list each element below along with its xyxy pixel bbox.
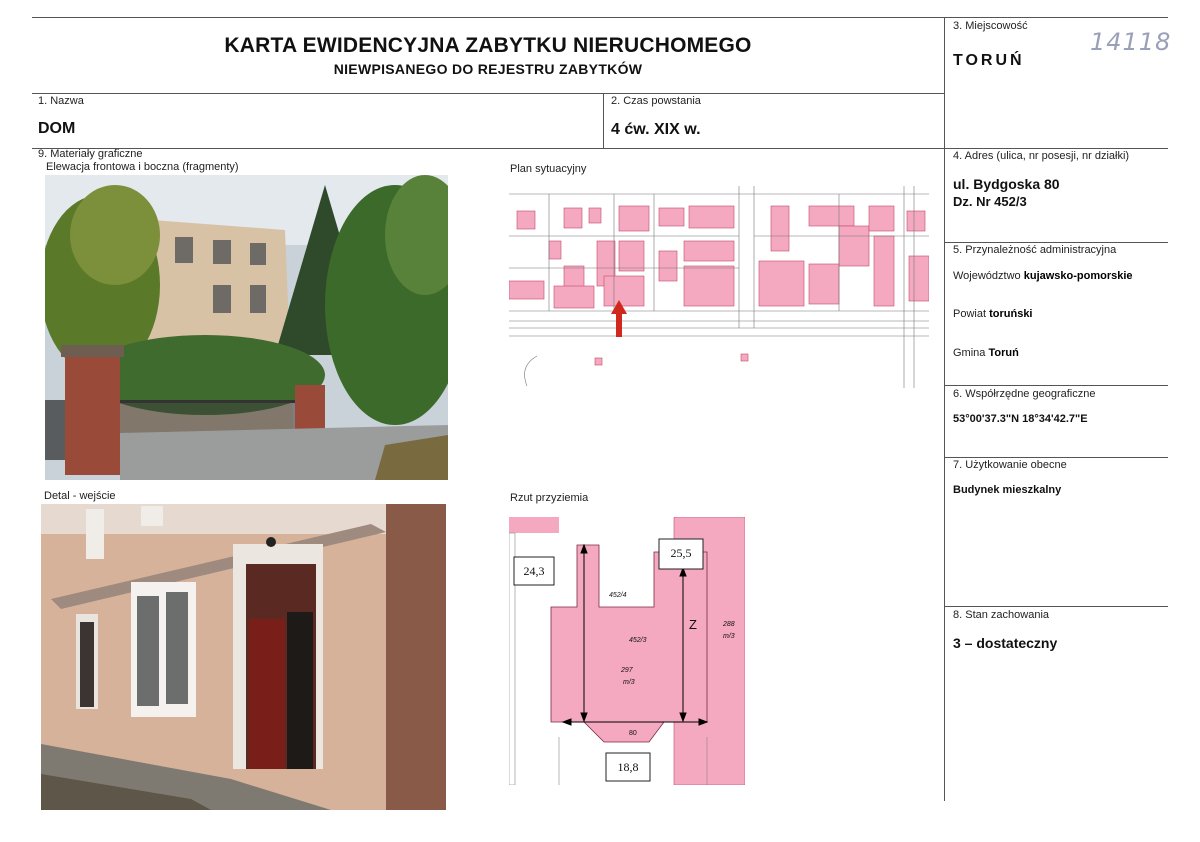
- parcel-main-label: 452/3: [629, 637, 647, 644]
- name-value: DOM: [38, 120, 76, 137]
- coordinates-label: 6. Współrzędne geograficzne: [953, 388, 1096, 400]
- time-value: 4 ćw. XIX w.: [611, 121, 701, 138]
- site-plan-map: [509, 186, 929, 388]
- address-line1: ul. Bydgoska 80: [953, 176, 1060, 192]
- right-parcel-label: 288: [723, 621, 735, 628]
- dim-top-label: 25,5: [670, 546, 692, 560]
- voivodeship-prefix: Województwo: [953, 270, 1021, 282]
- right-column-divider: [944, 17, 945, 801]
- county-value: toruński: [989, 308, 1033, 320]
- letter-z-label: Z: [689, 617, 697, 632]
- name-time-divider: [603, 93, 604, 148]
- condition-label: 8. Stan zachowania: [953, 609, 1050, 621]
- usage-label: 7. Użytkowanie obecne: [953, 459, 1067, 471]
- photo2-caption: Detal - wejście: [44, 490, 116, 502]
- condition-value: 3 – dostateczny: [953, 635, 1058, 651]
- header-divider: [32, 93, 944, 94]
- plan-caption: Plan sytuacyjny: [510, 163, 587, 175]
- county-prefix: Powiat: [953, 308, 987, 320]
- photo1-caption: Elewacja frontowa i boczna (fragmenty): [46, 161, 239, 173]
- dim-bottom-label: 18,8: [617, 760, 639, 774]
- right-divider-5: [944, 385, 1168, 386]
- locality-label: 3. Miejscowość: [953, 20, 1028, 32]
- area-unit-label: m/3: [623, 679, 635, 686]
- name-row-divider: [32, 148, 944, 149]
- voivodeship-value: kujawsko-pomorskie: [1023, 270, 1133, 282]
- right-divider-3: [944, 148, 1168, 149]
- bottom-number-label: 80: [629, 730, 637, 737]
- graphics-label: 9. Materiały graficzne: [38, 148, 143, 160]
- parcel-top-label: 452/4: [609, 592, 627, 599]
- commune-prefix: Gmina: [953, 347, 986, 359]
- dim-left-label: 24,3: [523, 564, 545, 578]
- address-line2: Dz. Nr 452/3: [953, 194, 1027, 209]
- top-border: [32, 17, 1168, 18]
- coordinates-value: 53°00'37.3"N 18°34'42.7"E: [953, 413, 1088, 425]
- county-line: [953, 308, 1033, 320]
- handwritten-number: 14118: [1090, 28, 1172, 56]
- voivodeship-line: [953, 270, 1133, 282]
- ground-floor-plan: [509, 517, 745, 785]
- usage-value: Budynek mieszkalny: [953, 484, 1062, 496]
- admin-label: 5. Przynależność administracyjna: [953, 244, 1117, 256]
- floorplan-caption: Rzut przyziemia: [510, 492, 589, 504]
- card-title: KARTA EWIDENCYJNA ZABYTKU NIERUCHOMEGO: [224, 34, 752, 57]
- right-divider-6: [944, 457, 1168, 458]
- locality-value: TORUŃ: [953, 52, 1025, 69]
- card-subtitle: NIEWPISANEGO DO REJESTRU ZABYTKÓW: [333, 61, 643, 77]
- address-label: 4. Adres (ulica, nr posesji, nr działki): [953, 150, 1130, 162]
- commune-value: Toruń: [988, 347, 1019, 359]
- right-divider-4: [944, 242, 1168, 243]
- area-number-label: 297: [621, 667, 633, 674]
- front-elevation-photo: [45, 175, 448, 480]
- right-divider-7: [944, 606, 1168, 607]
- name-label: 1. Nazwa: [38, 95, 84, 107]
- time-label: 2. Czas powstania: [611, 95, 701, 107]
- entrance-detail-photo: [41, 504, 446, 810]
- right-unit-label: m/3: [723, 633, 735, 640]
- commune-line: [953, 347, 1019, 359]
